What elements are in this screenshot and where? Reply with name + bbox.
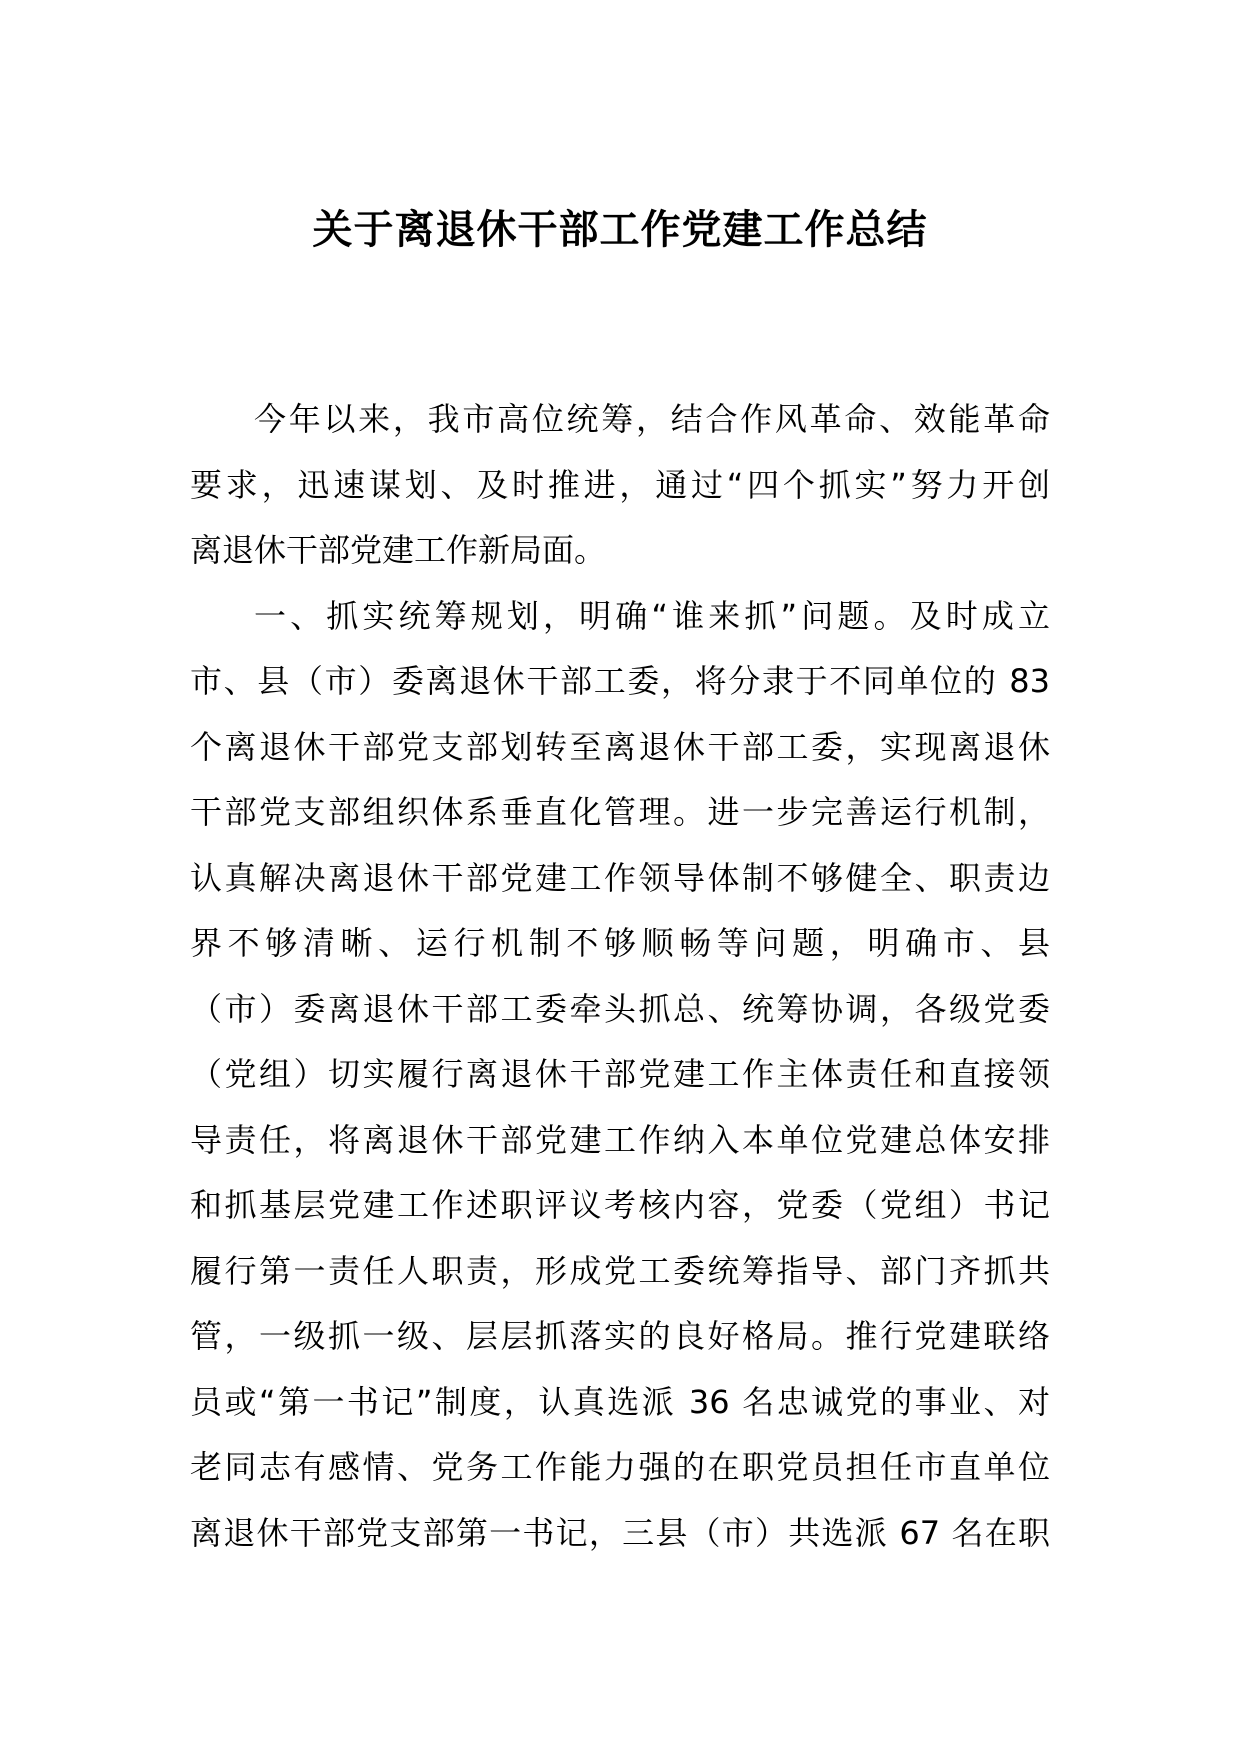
paragraph-1-line-3: 离退休干部党建工作新局面。 — [190, 531, 607, 569]
paragraph-2-line-13: 员或“第一书记”制度，认真选派 36 名忠诚党的事业、对 — [190, 1382, 1050, 1421]
document-body — [190, 387, 1050, 1566]
paragraph-2-line-9: 导责任，将离退休干部党建工作纳入本单位党建总体安排 — [190, 1120, 1050, 1159]
paragraph-2-line-4: 干部党支部组织体系垂直化管理。进一步完善运行机制， — [190, 793, 1050, 831]
paragraph-1-line-2: 要求，迅速谋划、及时推进，通过“四个抓实”努力开创 — [190, 465, 1050, 504]
paragraph-2-line-3: 个离退休干部党支部划转至离退休干部工委，实现离退休 — [190, 727, 1050, 766]
paragraph-2-line-2: 市、县（市）委离退休干部工委，将分隶于不同单位的 83 — [190, 662, 1050, 700]
paragraph-1-line-1: 今年以来，我市高位统筹，结合作风革命、效能革命 — [254, 400, 1050, 438]
paragraph-2-line-5: 认真解决离退休干部党建工作领导体制不够健全、职责边 — [190, 858, 1050, 897]
paragraph-2-line-8: （党组）切实履行离退休干部党建工作主体责任和直接领 — [190, 1055, 1050, 1093]
paragraph-2-line-1: 一、抓实统筹规划，明确“谁来抓”问题。及时成立 — [254, 596, 1050, 635]
paragraph-2-line-6: 界不够清晰、运行机制不够顺畅等问题，明确市、县 — [190, 924, 1050, 962]
paragraph-2-line-10: 和抓基层党建工作述职评议考核内容，党委（党组）书记 — [190, 1186, 1050, 1224]
document-title: 关于离退休干部工作党建工作总结 — [312, 207, 928, 253]
paragraph-2-line-15: 离退休干部党支部第一书记，三县（市）共选派 67 名在职 — [190, 1513, 1050, 1552]
paragraph-2-line-7: （市）委离退休干部工委牵头抓总、统筹协调，各级党委 — [190, 989, 1050, 1028]
paragraph-2-line-11: 履行第一责任人职责，形成党工委统筹指导、部门齐抓共 — [190, 1251, 1050, 1290]
paragraph-2-line-14: 老同志有感情、党务工作能力强的在职党员担任市直单位 — [190, 1448, 1050, 1486]
paragraph-2-line-12: 管，一级抓一级、层层抓落实的良好格局。推行党建联络 — [190, 1317, 1050, 1355]
